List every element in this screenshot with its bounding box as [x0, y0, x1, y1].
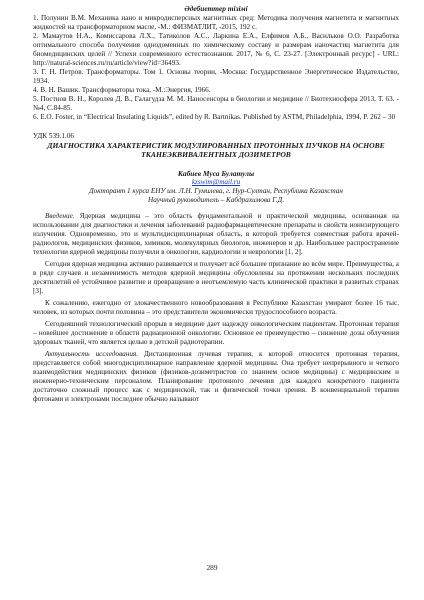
reference-item: 6. E.O. Foster, in “Electrical Insulating Liquids”, edited by R. Bartnikas. Published by ASTM, Philadelphia, 1994, P. 262 – 30 — [33, 113, 396, 121]
reference-item: 2. Мамаутов Н.А., Комиссарова Л.Х., Татиколов А.С., Ларкина Е.А., Елфимов А.Б., Васильков О.О. Разработка оптимального способа получения однодоменных по химическому составу и размерам наночастиц магнетита для биомедицинских целей // Успехи современного естествознания. 2017, № 6, С. 23-27. [Электронный ресурс] - URL: http://natural-sciences.ru/ru/article/view?id=36493. — [33, 32, 399, 67]
paragraph-text: Дистанционная лучевая терапия, к которой относится протонная терапия, представляется собой многодисциплинарное направление ядерной медицины. Она требует непрерывного и четкого взаимодействия медицинских физиков (физиков-дозиметристов со знанием основ медицины) с медицинским и инженерно-техническим персоналом. Планирование протонного лечения для каждого конкретного пациента достаточно сложный процесс как с медицинской, так и физической точки зрения. В конвенциальной терапии фотонами и электронами последнее обычно называют — [33, 350, 399, 403]
supervisor: Научный руководитель – Кабдрахимова Г.Д. — [148, 196, 284, 204]
reference-item: 5. Постнов В. Н., Королев Д. В., Галагудза М. М. Наносенсоры в биологии и медицине // Биотехносфера 2013, Т. 63. -№4, С.84-85. — [33, 95, 399, 112]
paragraph-lead: Актуальность исследования. — [45, 350, 139, 358]
udc-code: УДК 539.1.06 — [33, 132, 75, 140]
page-number: 289 — [206, 563, 218, 572]
reference-item: 1. Полунин В.М. Механика нано и микродисперсных магнитных сред: Методика получения магнетита и магнитных жидкостей на трансформаторном масле, -М.: ФИЗМАТЛИТ, -2015, 192 с. — [33, 14, 399, 31]
article-body — [33, 212, 399, 404]
reference-list — [33, 14, 399, 122]
paragraph-relevance — [33, 350, 399, 404]
references-title: Әдебиеттер тізімі — [184, 4, 248, 13]
article-title: ДИАГНОСТИКА ХАРАКТЕРИСТИК МОДУЛИРОВАННЫХ ПРОТОННЫХ ПУЧКОВ НА ОСНОВЕ ТКАНЕЭКВИВАЛЕНТНЫХ ДОЗИМЕТРОВ — [47, 141, 385, 159]
paragraph-text: Ядерная медицина – это область фундаментальной и практической медицины, основанная на использовании для диагностики и лечения заболеваний радиофармацевтические препараты и свойств ионизирующего излучения. Одновременно, это и мультидисциплинарная область, в которой требуется совместная работа врачей-радиологов, медицинских физиков, химиков, молекулярных биологов, инженеров и др. Наибольшее распространение технологии ядерной медицины получили в онкологии, кардиологии и неврологии [1, 2]. — [33, 212, 399, 256]
page-content — [33, 4, 399, 407]
references-section — [33, 4, 399, 122]
author-affiliation: Докторант 1 курса ЕНУ им. Л.Н. Гумилева, г. Нур-Султан, Республика Казахстан — [89, 187, 343, 195]
reference-item: 3. Г. Н. Петров. Трансформаторы. Том 1. Основы теории, -Москва: Государственное Энергетическое Издательство, 1934. — [33, 68, 399, 85]
paragraph: К сожалению, ежегодно от злокачественного новообразования в Республике Казахстан умирают более 16 тыс. человек, из которых почти половина – это представители экономически трудоспособного возраста. — [33, 299, 399, 316]
paragraph-lead: Введение. — [45, 212, 75, 220]
author-name: Кабиев Муса Булатулы — [177, 169, 255, 178]
paragraph: Сегодня ядерная медицина активно развивается и получает всё большее признание во всём мире. Преимущества, а в ряде случаев и незаменимость методов ядерной медицины обусловлены на протяжении нескольких последних десятилетий её устойчивое развитие и превращение в неотъемлемую часть клинической практики в развитых странах [3]. — [33, 260, 399, 295]
reference-item: 4. В. Н. Вашик. Трансформаторы тока, -М.:Энергия, 1966. — [33, 86, 211, 94]
paragraph: Сегодняшний технологический прорыв в медицине дает надежду онкологическим пациентам. Протонная терапия – новейшее достижение в области радиационной онкологии. Основное ее преимущество – снижение дозы облучения здоровых тканей, что является целью в детской радиотерапии. — [33, 320, 399, 346]
author-email-link[interactable]: kzswim@mail.ru — [191, 178, 241, 186]
paragraph-introduction — [33, 212, 399, 257]
